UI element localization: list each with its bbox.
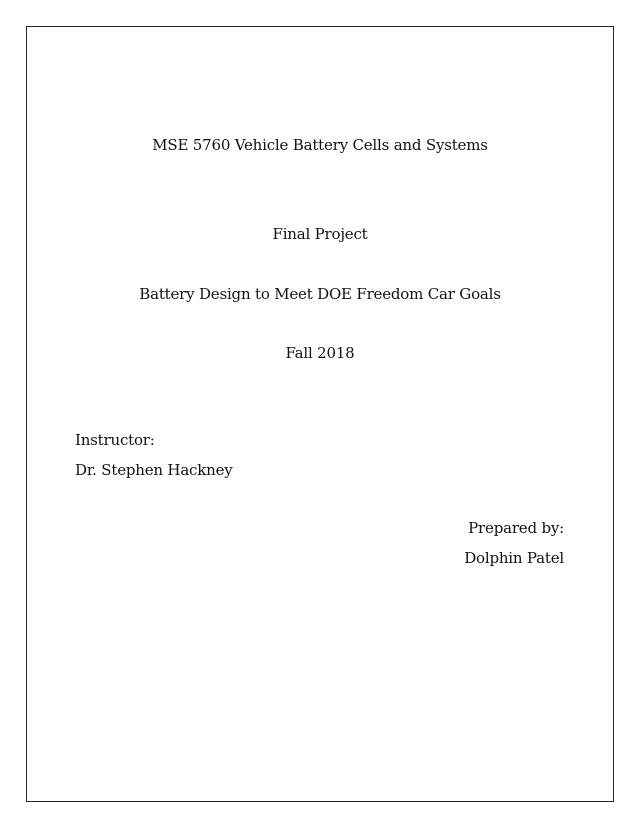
project-title: Battery Design to Meet DOE Freedom Car Goals [139, 285, 501, 303]
prepared-by-label: Prepared by: [468, 519, 564, 537]
instructor-label: Instructor: [75, 431, 155, 449]
author-name: Dolphin Patel [464, 549, 564, 567]
term: Fall 2018 [285, 344, 355, 362]
project-label: Final Project [272, 225, 368, 243]
instructor-name: Dr. Stephen Hackney [75, 461, 233, 479]
course-title: MSE 5760 Vehicle Battery Cells and Systems [152, 136, 488, 154]
